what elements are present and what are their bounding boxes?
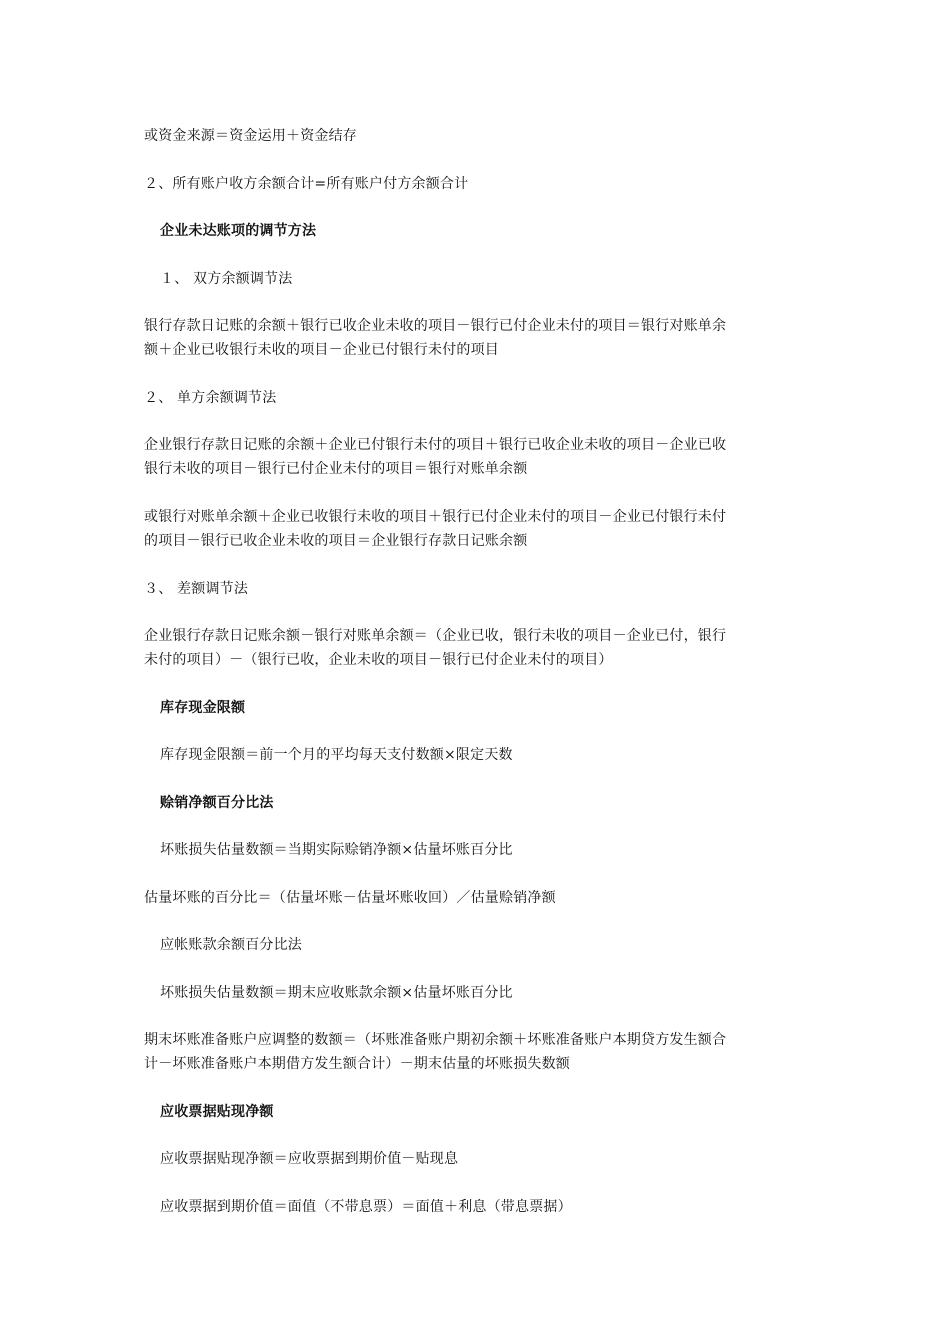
section-heading: 库存现金限额	[160, 700, 246, 716]
formula-line: 坏账损失估量数额＝当期实际赊销净额×估量坏账百分比	[160, 842, 513, 858]
section-heading: 赊销净额百分比法	[160, 795, 274, 811]
formula-line: ２、所有账户收方余额合计=所有账户付方余额合计	[144, 176, 469, 192]
formula-line: 或资金来源＝资金运用＋资金结存	[144, 128, 357, 144]
subsection-heading: １、 双方余额调节法	[160, 271, 293, 287]
formula-line: 企业银行存款日记账的余额＋企业已付银行未付的项目＋银行已收企业未收的项目－企业已收	[144, 437, 727, 453]
section-heading: 应收票据贴现净额	[160, 1104, 274, 1120]
formula-line: 银行未收的项目－银行已付企业未付的项目＝银行对账单余额	[144, 461, 528, 477]
formula-line: 估量坏账的百分比＝（估量坏账－估量坏账收回）／估量赊销净额	[144, 890, 556, 906]
formula-line: 未付的项目）－（银行已收，企业未收的项目－银行已付企业未付的项目）	[144, 652, 613, 668]
formula-line: 银行存款日记账的余额＋银行已收企业未收的项目－银行已付企业未付的项目＝银行对账单余	[144, 318, 727, 334]
formula-line: 库存现金限额＝前一个月的平均每天支付数额×限定天数	[160, 747, 513, 763]
formula-line: 计－坏账准备账户本期借方发生额合计）－期末估量的坏账损失数额	[144, 1056, 570, 1072]
formula-line: 应收票据到期价值＝面值（不带息票）＝面值＋利息（带息票据）	[160, 1199, 572, 1215]
formula-line: 或银行对账单余额＋企业已收银行未收的项目＋银行已付企业未付的项目－企业已付银行未付	[144, 509, 727, 525]
formula-line: 期末坏账准备账户应调整的数额＝（坏账准备账户期初余额＋坏账准备账户本期贷方发生额合	[144, 1032, 727, 1048]
formula-line: 额＋企业已收银行未收的项目－企业已付银行未付的项目	[144, 342, 499, 358]
formula-line: 坏账损失估量数额＝期末应收账款余额×估量坏账百分比	[160, 985, 513, 1001]
subsection-heading: ２、 单方余额调节法	[144, 390, 277, 406]
subsection-heading: 应帐账款余额百分比法	[160, 937, 302, 953]
formula-line: 企业银行存款日记账余额－银行对账单余额＝（企业已收，银行未收的项目－企业已付，银行	[144, 628, 727, 644]
formula-line: 的项目－银行已收企业未收的项目＝企业银行存款日记账余额	[144, 533, 528, 549]
subsection-heading: ３、 差额调节法	[144, 581, 249, 597]
section-heading: 企业未达账项的调节方法	[160, 223, 317, 239]
formula-line: 应收票据贴现净额＝应收票据到期价值－贴现息	[160, 1151, 459, 1167]
